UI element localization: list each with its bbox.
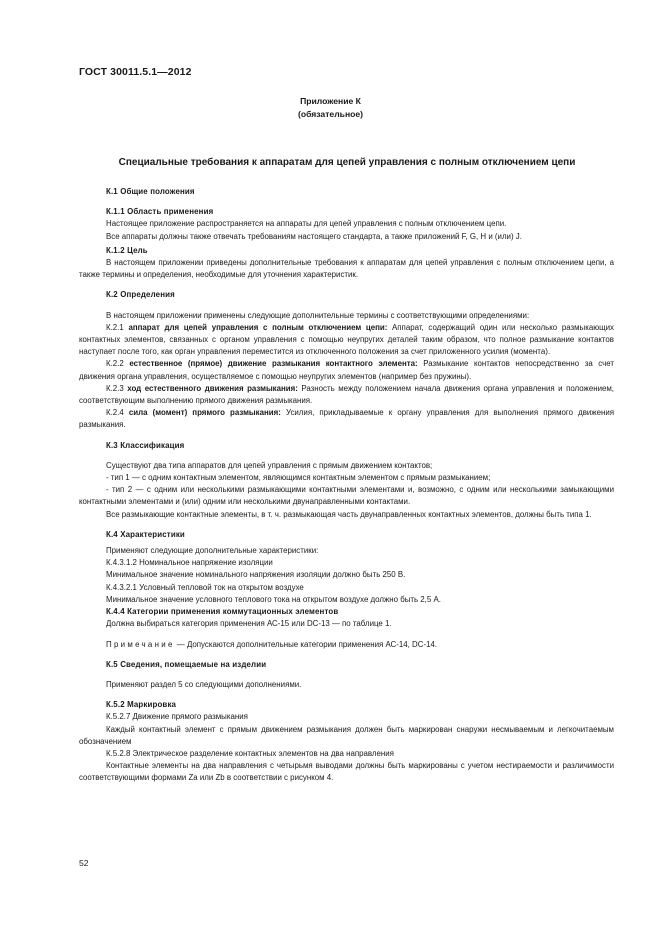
paragraph: Все аппараты должны также отвечать требованиям настоящего стандарта, а также приложений F, G, H и (или) J. (106, 231, 522, 241)
paragraph: К.5.2.8 Электрическое разделение контактных элементов на два направления (106, 748, 394, 758)
paragraph: Применяют следующие дополнительные характеристики: (106, 546, 319, 556)
subsection-heading-k12: К.1.2 Цель (106, 245, 148, 255)
subsection-heading-k52: К.5.2 Маркировка (106, 700, 177, 710)
note-text: — Допускаются дополнительные категории применения АС-14, DC-14. (174, 639, 438, 649)
document-body (79, 186, 614, 785)
main-title: Специальные требования к аппаратам для цепей управления с полным отключением цепи (118, 157, 576, 168)
page-number: 52 (79, 858, 89, 868)
paragraph: Контактные элементы на два направления с четырьмя выводами должны быть маркированы с учетом нестираемости и различимости соответствующими формами Za или Zb в соответствии с рисунком 4. (79, 761, 614, 783)
list-item: - тип 1 — с одним контактным элементом, являющимся контактным элементом с прямым размыканием; (106, 473, 491, 483)
definition-term: естественное (прямое) движение размыкания контактного элемента: (129, 359, 418, 369)
paragraph: Применяют раздел 5 со следующими дополнениями. (106, 679, 302, 689)
paragraph: К.5.2.7 Движение прямого размыкания (106, 712, 248, 722)
paragraph: Минимальное значение условного теплового тока на открытом воздухе должно быть 2,5 А. (106, 594, 441, 604)
definition-number: К.2.3 (106, 383, 128, 393)
paragraph: Каждый контактный элемент с прямым движением размыкания должен быть маркирован снаружи несмываемым и легкочитаемым обозначением (79, 724, 614, 746)
annex-title: Приложение К (300, 96, 361, 106)
paragraph: Минимальное значение номинального напряжения изоляции должно быть 250 В. (106, 570, 406, 580)
definition-number: К.2.2 (106, 359, 130, 369)
definition-text: Усилия, прикладываемые к органу управления для выполнения прямого движения размыкания. (79, 408, 614, 430)
definition-term: сила (момент) прямого размыкания: (128, 408, 281, 418)
paragraph: К.4.3.2.1 Условный тепловой ток на открытом воздухе (106, 582, 304, 592)
definition-k22 (79, 358, 614, 382)
definition-term: ход естественного движения размыкания: (127, 383, 298, 393)
paragraph: Должна выбираться категория применения АС-15 или DC-13 — по таблице 1. (106, 619, 392, 629)
definition-text: Аппарат, содержащий один или несколько размыкающих контактных элементов, связанных с органом управления с помощью неупругих деталей таким образом, что полное размыкание контактов наступает после того, как орган управления переместится из отключенного положения за счет приложенного усилия (момента). (79, 322, 614, 357)
definition-k21 (79, 322, 614, 359)
annex-status: (обязательное) (297, 109, 364, 119)
definition-text: Размыкание контактов непосредственно за счет движения органа управления, осуществляемое с помощью неупругих элементов (например без пружины). (79, 359, 615, 381)
paragraph: В настоящем приложении применены следующие дополнительные термины с соответствующими определениями: (106, 310, 530, 320)
definition-k24 (79, 407, 614, 431)
section-heading-k4: К.4 Характеристики (106, 529, 185, 539)
list-item: - тип 2 — с одним или несколькими размыкающими контактными элементами и, возможно, с одним или несколькими замыкающими контактными элементами и (или) одним или несколькими двунаправленными контактами. (79, 485, 614, 507)
section-heading-k5: К.5 Сведения, помещаемые на изделии (106, 659, 267, 669)
note-label: Примечание (106, 639, 175, 649)
paragraph: Настоящее приложение распространяется на аппараты для цепей управления с полным отключением цепи. (106, 219, 507, 229)
definition-text: Разность между положением начала движения органа управления и положением, соответствующим выполнению прямого движения размыкания. (79, 383, 614, 406)
definition-term: аппарат для цепей управления с полным отключением цепи: (128, 322, 388, 332)
section-heading-k1: К.1 Общие положения (106, 187, 195, 196)
subsection-heading-k11: К.1.1 Область применения (106, 207, 214, 217)
section-heading-k3: К.3 Классификация (106, 440, 185, 450)
definition-number: К.2.1 (106, 322, 129, 332)
paragraph: Все размыкающие контактные элементы, в т. ч. размыкающая часть двунаправленных контактных элементов, должны быть типа 1. (106, 509, 592, 519)
standard-header: ГОСТ 30011.5.1—2012 (79, 66, 192, 78)
note (79, 639, 614, 651)
definition-k23 (79, 383, 614, 407)
subsection-heading-k44: К.4.4 Категории применения коммутационных элементов (106, 607, 339, 617)
definition-number: К.2.4 (106, 408, 129, 418)
paragraph: К.4.3.1.2 Номинальное напряжение изоляции (106, 558, 273, 568)
paragraph: Существуют два типа аппаратов для цепей управления с прямым движением контактов; (106, 460, 433, 470)
section-heading-k2: К.2 Определения (106, 290, 175, 300)
paragraph: В настоящем приложении приведены дополнительные требования к аппаратам для цепей управления с полным отключением цепи, а также термины и определения, необходимые для уточнения характеристик. (79, 258, 614, 280)
